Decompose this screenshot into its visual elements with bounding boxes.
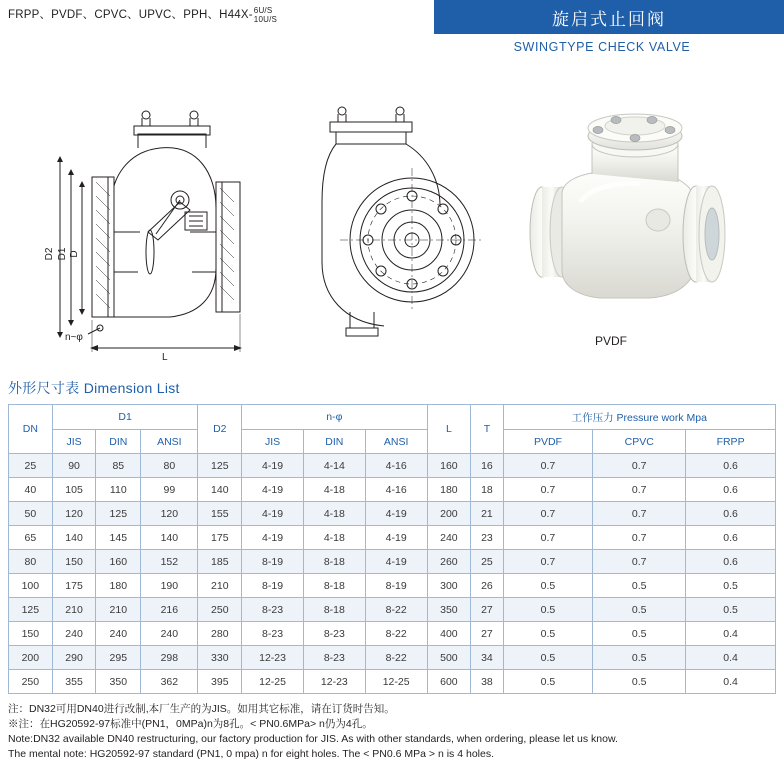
cell-nphi-din: 8-18 xyxy=(303,550,365,574)
cell-p-frpp: 0.5 xyxy=(686,598,776,622)
dimension-table-body xyxy=(9,454,776,694)
cell-nphi-jis: 4-19 xyxy=(242,454,304,478)
table-row xyxy=(9,478,776,502)
cell-p-cpvc: 0.5 xyxy=(593,646,686,670)
cell-dn: 150 xyxy=(9,622,53,646)
cell-l: 500 xyxy=(427,646,471,670)
cell-l: 200 xyxy=(427,502,471,526)
header-product-codes-text: FRPP、PVDF、CPVC、UPVC、PPH、H44X- xyxy=(8,9,253,22)
cell-nphi-din: 4-18 xyxy=(303,526,365,550)
table-header-row-group xyxy=(9,405,776,430)
cell-l: 260 xyxy=(427,550,471,574)
cell-p-frpp: 0.4 xyxy=(686,622,776,646)
cell-d1-din: 240 xyxy=(96,622,141,646)
cell-t: 23 xyxy=(471,526,503,550)
header-t: T xyxy=(471,405,503,454)
cell-d1-ansi: 80 xyxy=(141,454,198,478)
cell-l: 180 xyxy=(427,478,471,502)
cell-p-pvdf: 0.7 xyxy=(503,550,593,574)
cell-d1-ansi: 190 xyxy=(141,574,198,598)
header-product-codes xyxy=(8,6,277,24)
cell-t: 38 xyxy=(471,670,503,694)
cell-nphi-jis: 4-19 xyxy=(242,526,304,550)
cell-p-pvdf: 0.7 xyxy=(503,454,593,478)
cell-t: 34 xyxy=(471,646,503,670)
section-title-cn: 外形尺寸表 xyxy=(8,380,80,396)
cell-nphi-din: 8-18 xyxy=(303,574,365,598)
cell-p-cpvc: 0.5 xyxy=(593,598,686,622)
cell-p-cpvc: 0.5 xyxy=(593,622,686,646)
cell-nphi-jis: 8-23 xyxy=(242,622,304,646)
table-row xyxy=(9,622,776,646)
cell-p-frpp: 0.6 xyxy=(686,550,776,574)
cell-p-cpvc: 0.7 xyxy=(593,502,686,526)
cell-p-frpp: 0.6 xyxy=(686,526,776,550)
cell-d1-ansi: 216 xyxy=(141,598,198,622)
header-d1-din: DIN xyxy=(96,430,141,454)
cell-nphi-jis: 8-19 xyxy=(242,574,304,598)
cell-p-cpvc: 0.7 xyxy=(593,478,686,502)
page-title-en: SWINGTYPE CHECK VALVE xyxy=(513,40,691,54)
header-dn: DN xyxy=(9,405,53,454)
cell-d1-din: 210 xyxy=(96,598,141,622)
cell-l: 400 xyxy=(427,622,471,646)
sectional-side-view-drawing xyxy=(30,82,270,362)
cell-d1-ansi: 240 xyxy=(141,622,198,646)
cell-nphi-ansi: 8-22 xyxy=(365,598,427,622)
cell-l: 160 xyxy=(427,454,471,478)
cell-p-frpp: 0.5 xyxy=(686,574,776,598)
cell-dn: 65 xyxy=(9,526,53,550)
cell-d2: 280 xyxy=(198,622,242,646)
cell-dn: 100 xyxy=(9,574,53,598)
cell-p-pvdf: 0.7 xyxy=(503,502,593,526)
technical-drawings xyxy=(0,82,784,372)
cell-nphi-din: 8-18 xyxy=(303,598,365,622)
cell-l: 350 xyxy=(427,598,471,622)
cell-d1-jis: 140 xyxy=(52,526,96,550)
header-nphi-din: DIN xyxy=(303,430,365,454)
cell-p-frpp: 0.6 xyxy=(686,454,776,478)
cell-d2: 185 xyxy=(198,550,242,574)
cell-l: 300 xyxy=(427,574,471,598)
cell-d1-ansi: 152 xyxy=(141,550,198,574)
cell-d1-ansi: 298 xyxy=(141,646,198,670)
cell-p-cpvc: 0.7 xyxy=(593,550,686,574)
cell-nphi-jis: 4-19 xyxy=(242,502,304,526)
cell-nphi-jis: 8-23 xyxy=(242,598,304,622)
cell-d1-din: 125 xyxy=(96,502,141,526)
label-l: L xyxy=(162,352,168,362)
cell-d2: 250 xyxy=(198,598,242,622)
cell-p-pvdf: 0.7 xyxy=(503,478,593,502)
cell-p-pvdf: 0.5 xyxy=(503,646,593,670)
table-row xyxy=(9,598,776,622)
cell-p-pvdf: 0.5 xyxy=(503,598,593,622)
cell-nphi-jis: 12-23 xyxy=(242,646,304,670)
cell-l: 600 xyxy=(427,670,471,694)
header-superscript-top: 6U/S xyxy=(253,6,273,15)
note-line-4: The mental note: HG20592-97 standard (PN1, 0 mpa) n for eight holes. The < PN0.6 MPa > n is 4 holes. xyxy=(8,748,494,760)
dimension-table xyxy=(8,404,776,694)
cell-nphi-ansi: 12-25 xyxy=(365,670,427,694)
cell-nphi-din: 12-23 xyxy=(303,670,365,694)
header-nphi-ansi: ANSI xyxy=(365,430,427,454)
cell-p-cpvc: 0.7 xyxy=(593,454,686,478)
cell-p-cpvc: 0.5 xyxy=(593,670,686,694)
header-l: L xyxy=(427,405,471,454)
cell-d1-jis: 175 xyxy=(52,574,96,598)
cell-d1-din: 110 xyxy=(96,478,141,502)
cell-nphi-ansi: 8-19 xyxy=(365,574,427,598)
cell-nphi-jis: 8-19 xyxy=(242,550,304,574)
notes-block xyxy=(8,702,776,762)
cell-nphi-din: 8-23 xyxy=(303,622,365,646)
cell-t: 27 xyxy=(471,622,503,646)
cell-d1-jis: 120 xyxy=(52,502,96,526)
note-line-3: Note:DN32 available DN40 restructuring, our factory production for JIS. As with other standards, when ordering, please let us know. xyxy=(8,733,618,745)
cell-d2: 155 xyxy=(198,502,242,526)
cell-t: 21 xyxy=(471,502,503,526)
header-pressure-frpp: FRPP xyxy=(686,430,776,454)
cell-p-frpp: 0.6 xyxy=(686,478,776,502)
table-row xyxy=(9,550,776,574)
front-flange-view-drawing xyxy=(300,82,490,362)
cell-nphi-din: 4-18 xyxy=(303,478,365,502)
cell-t: 18 xyxy=(471,478,503,502)
cell-nphi-ansi: 4-19 xyxy=(365,502,427,526)
cell-d2: 140 xyxy=(198,478,242,502)
header-pressure-cpvc: CPVC xyxy=(593,430,686,454)
section-title-en: Dimension List xyxy=(83,380,180,396)
header-d1: D1 xyxy=(52,405,198,430)
header-d1-jis: JIS xyxy=(52,430,96,454)
cell-nphi-ansi: 8-22 xyxy=(365,646,427,670)
cell-d1-jis: 150 xyxy=(52,550,96,574)
cell-d1-din: 145 xyxy=(96,526,141,550)
cell-d1-jis: 90 xyxy=(52,454,96,478)
cell-p-cpvc: 0.7 xyxy=(593,526,686,550)
header-superscript xyxy=(254,6,277,24)
header-d2: D2 xyxy=(198,405,242,454)
cell-dn: 200 xyxy=(9,646,53,670)
page-header xyxy=(0,0,784,78)
cell-d1-jis: 355 xyxy=(52,670,96,694)
cell-p-pvdf: 0.7 xyxy=(503,526,593,550)
cell-t: 26 xyxy=(471,574,503,598)
cell-nphi-din: 8-23 xyxy=(303,646,365,670)
cell-d1-ansi: 362 xyxy=(141,670,198,694)
cell-dn: 40 xyxy=(9,478,53,502)
table-header-row-sub xyxy=(9,430,776,454)
header-superscript-bottom: 10U/S xyxy=(253,15,278,24)
header-nphi-jis: JIS xyxy=(242,430,304,454)
cell-nphi-ansi: 4-19 xyxy=(365,526,427,550)
cell-p-cpvc: 0.5 xyxy=(593,574,686,598)
table-row xyxy=(9,454,776,478)
cell-p-pvdf: 0.5 xyxy=(503,670,593,694)
cell-d2: 330 xyxy=(198,646,242,670)
cell-dn: 125 xyxy=(9,598,53,622)
label-n-phi: n~φ xyxy=(65,332,83,343)
cell-dn: 50 xyxy=(9,502,53,526)
cell-p-frpp: 0.6 xyxy=(686,502,776,526)
cell-nphi-ansi: 4-19 xyxy=(365,550,427,574)
cell-nphi-din: 4-14 xyxy=(303,454,365,478)
dimension-table-head xyxy=(9,405,776,454)
cell-p-frpp: 0.4 xyxy=(686,646,776,670)
table-row xyxy=(9,502,776,526)
section-title xyxy=(8,378,784,398)
valve-photo xyxy=(500,82,750,332)
header-d1-ansi: ANSI xyxy=(141,430,198,454)
cell-d1-din: 160 xyxy=(96,550,141,574)
cell-d1-ansi: 140 xyxy=(141,526,198,550)
cell-dn: 250 xyxy=(9,670,53,694)
cell-nphi-jis: 4-19 xyxy=(242,478,304,502)
table-row xyxy=(9,646,776,670)
header-title-block xyxy=(434,0,784,78)
photo-caption: PVDF xyxy=(595,334,628,348)
cell-p-pvdf: 0.5 xyxy=(503,574,593,598)
label-d1: D1 xyxy=(57,247,68,261)
cell-d2: 210 xyxy=(198,574,242,598)
cell-d1-din: 295 xyxy=(96,646,141,670)
cell-d1-ansi: 99 xyxy=(141,478,198,502)
table-row xyxy=(9,526,776,550)
header-n-phi: n-φ xyxy=(242,405,427,430)
header-pressure: 工作压力 Pressure work Mpa xyxy=(503,405,775,430)
label-d2: D2 xyxy=(44,247,55,261)
cell-d1-jis: 290 xyxy=(52,646,96,670)
cell-d1-jis: 240 xyxy=(52,622,96,646)
table-row xyxy=(9,670,776,694)
cell-dn: 25 xyxy=(9,454,53,478)
cell-d1-jis: 105 xyxy=(52,478,96,502)
cell-dn: 80 xyxy=(9,550,53,574)
cell-t: 27 xyxy=(471,598,503,622)
cell-nphi-jis: 12-25 xyxy=(242,670,304,694)
cell-d2: 125 xyxy=(198,454,242,478)
cell-d1-din: 350 xyxy=(96,670,141,694)
cell-nphi-ansi: 4-16 xyxy=(365,478,427,502)
cell-d1-ansi: 120 xyxy=(141,502,198,526)
cell-t: 16 xyxy=(471,454,503,478)
cell-d1-din: 180 xyxy=(96,574,141,598)
table-row xyxy=(9,574,776,598)
cell-p-pvdf: 0.5 xyxy=(503,622,593,646)
cell-t: 25 xyxy=(471,550,503,574)
cell-p-frpp: 0.4 xyxy=(686,670,776,694)
cell-d2: 175 xyxy=(198,526,242,550)
page-title-cn: 旋启式止回阀 xyxy=(434,0,784,34)
note-line-2: ※注：在HG20592-97标准中(PN1，0MPa)n为8孔。< PN0.6MPa> n仍为4孔。 xyxy=(8,718,373,730)
cell-nphi-ansi: 8-22 xyxy=(365,622,427,646)
label-d: D xyxy=(69,250,80,258)
cell-nphi-din: 4-18 xyxy=(303,502,365,526)
cell-nphi-ansi: 4-16 xyxy=(365,454,427,478)
note-line-1: 注：DN32可用DN40进行改制,本厂生产的为JIS。如用其它标准，请在订货时告知。 xyxy=(8,703,395,715)
cell-d1-jis: 210 xyxy=(52,598,96,622)
header-pressure-pvdf: PVDF xyxy=(503,430,593,454)
cell-d2: 395 xyxy=(198,670,242,694)
cell-l: 240 xyxy=(427,526,471,550)
cell-d1-din: 85 xyxy=(96,454,141,478)
